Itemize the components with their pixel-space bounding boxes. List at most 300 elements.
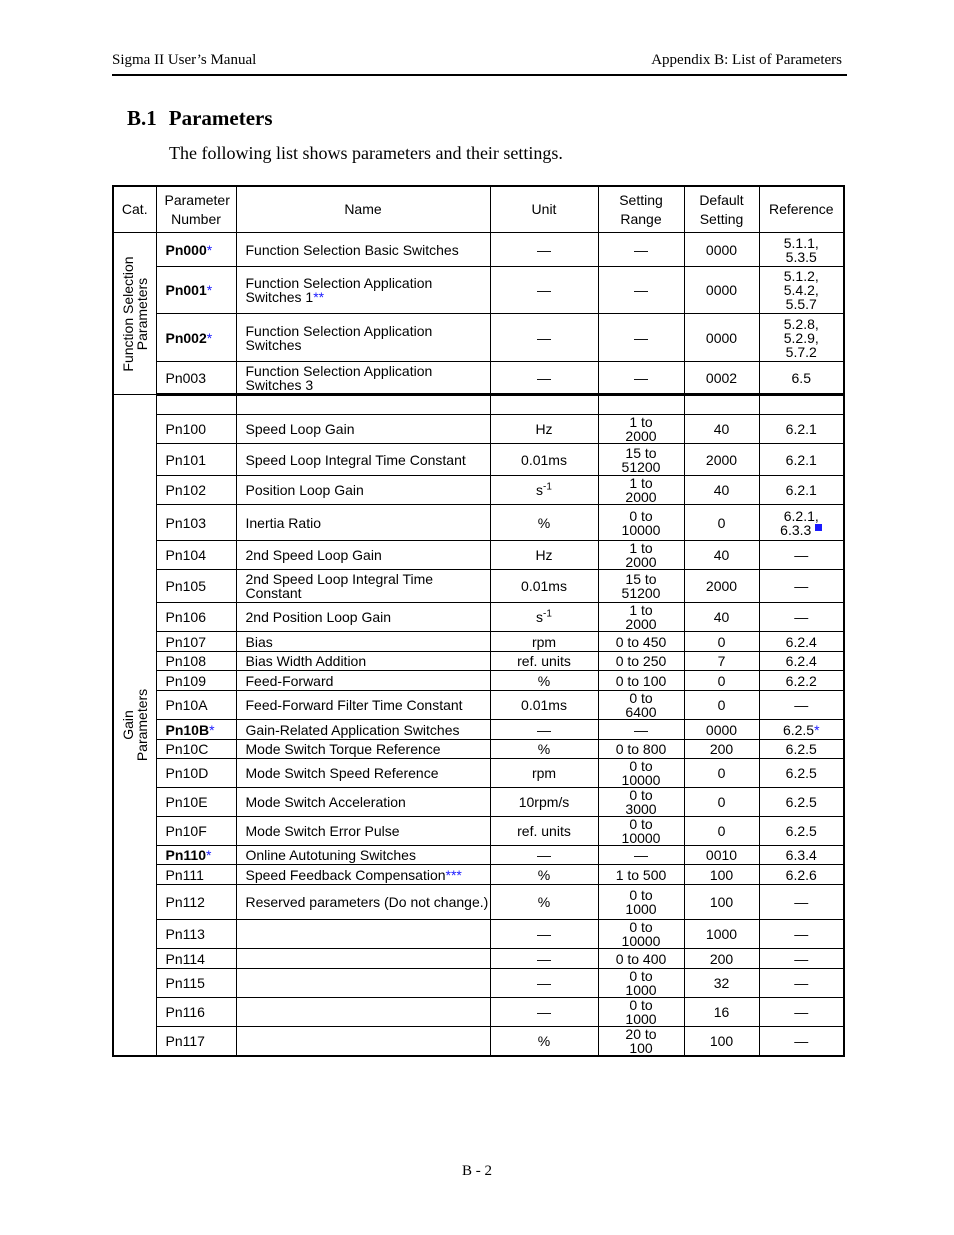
header-parameter-number: Parameter Number bbox=[156, 186, 236, 233]
name-cell bbox=[236, 1027, 490, 1057]
parameter-number: Pn108 bbox=[165, 653, 206, 669]
default-setting-cell bbox=[684, 362, 759, 395]
parameter-number: Pn103 bbox=[165, 514, 206, 531]
parameter-name: Function Selection Application Switches 1 bbox=[245, 275, 433, 305]
unit-cell bbox=[490, 817, 598, 846]
name-cell bbox=[236, 233, 490, 267]
parameter-number: Pn10B bbox=[165, 721, 210, 738]
unit: % bbox=[537, 1033, 551, 1049]
parameter-number: Pn116 bbox=[165, 1004, 205, 1020]
setting-range: 1 to 500 bbox=[615, 866, 667, 883]
name-cell bbox=[236, 885, 490, 920]
default-setting: 0 bbox=[717, 823, 726, 839]
reference: — bbox=[794, 547, 809, 563]
setting-range: 0 to 1000 bbox=[625, 968, 657, 998]
default-setting-cell bbox=[684, 969, 759, 998]
name-cell bbox=[236, 969, 490, 998]
reference-cell bbox=[759, 788, 844, 817]
default-setting: 0000 bbox=[705, 282, 738, 298]
parameter-number-cell bbox=[156, 415, 236, 444]
reference: 6.2.5 bbox=[782, 721, 815, 738]
parameter-number: Pn10F bbox=[165, 823, 207, 839]
unit-cell bbox=[490, 603, 598, 632]
default-setting: 0 bbox=[717, 697, 726, 713]
default-setting-cell bbox=[684, 1027, 759, 1057]
parameter-number-cell bbox=[156, 691, 236, 720]
unit: 10rpm/s bbox=[518, 794, 570, 810]
name-cell bbox=[236, 691, 490, 720]
table-row bbox=[113, 885, 844, 920]
name-cell bbox=[236, 476, 490, 505]
default-setting-cell bbox=[684, 998, 759, 1027]
parameter-number-cell bbox=[156, 505, 236, 541]
setting-range-cell bbox=[598, 759, 684, 788]
setting-range: 20 to 100 bbox=[625, 1026, 657, 1056]
parameter-number-cell bbox=[156, 632, 236, 652]
parameter-number: Pn107 bbox=[165, 633, 206, 650]
parameter-name: Feed-Forward bbox=[245, 672, 334, 689]
parameter-number: Pn10D bbox=[165, 765, 209, 781]
unit: % bbox=[537, 866, 551, 883]
unit-cell bbox=[490, 969, 598, 998]
unit: % bbox=[537, 672, 551, 689]
setting-range-cell bbox=[598, 476, 684, 505]
parameter-name: Function Selection Application Switches 3 bbox=[245, 362, 433, 393]
name-cell bbox=[236, 949, 490, 969]
setting-range-cell bbox=[598, 1027, 684, 1057]
reference-cell bbox=[759, 1027, 844, 1057]
table-row bbox=[113, 759, 844, 788]
setting-range: — bbox=[634, 847, 648, 863]
name-cell bbox=[236, 920, 490, 949]
default-setting: 1000 bbox=[705, 926, 738, 942]
default-setting: 0 bbox=[717, 633, 726, 650]
unit: s bbox=[536, 482, 544, 498]
setting-range: 1 to 2000 bbox=[625, 414, 657, 444]
name-cell bbox=[236, 720, 490, 740]
setting-range-cell bbox=[598, 740, 684, 759]
name-cell bbox=[236, 846, 490, 865]
running-header-left: Sigma II User’s Manual bbox=[112, 52, 257, 68]
reference: 6.2.4 bbox=[785, 633, 817, 650]
reference-cell bbox=[759, 998, 844, 1027]
setting-range-cell bbox=[598, 505, 684, 541]
unit: s bbox=[536, 609, 544, 625]
reference-cell bbox=[759, 570, 844, 603]
setting-range: 0 to 10000 bbox=[621, 507, 661, 538]
reference-cell bbox=[759, 314, 844, 362]
parameter-name: Function Selection Basic Switches bbox=[245, 241, 459, 258]
header-name: Name bbox=[236, 186, 490, 233]
default-setting-cell bbox=[684, 314, 759, 362]
setting-range-cell bbox=[598, 846, 684, 865]
reference-cell bbox=[759, 505, 844, 541]
unit-cell bbox=[490, 652, 598, 671]
table-row bbox=[113, 267, 844, 314]
unit: — bbox=[537, 847, 551, 863]
reference: — bbox=[794, 975, 809, 991]
name-cell bbox=[236, 865, 490, 885]
default-setting-cell bbox=[684, 788, 759, 817]
empty-cell bbox=[156, 395, 236, 415]
parameter-number: Pn109 bbox=[165, 672, 206, 689]
footnote-marker: * bbox=[209, 721, 215, 738]
setting-range: 0 to 10000 bbox=[621, 816, 661, 846]
parameter-number: Pn102 bbox=[165, 482, 206, 498]
reference: 5.1.1, 5.3.5 bbox=[783, 234, 819, 265]
category-label bbox=[121, 689, 149, 761]
table-row bbox=[113, 652, 844, 671]
parameter-name: Mode Switch Torque Reference bbox=[245, 741, 441, 757]
reference-cell bbox=[759, 233, 844, 267]
unit-cell bbox=[490, 949, 598, 969]
parameter-number-cell bbox=[156, 1027, 236, 1057]
unit-cell bbox=[490, 505, 598, 541]
setting-range-cell bbox=[598, 998, 684, 1027]
header-rule bbox=[112, 74, 847, 76]
header-cat: Cat. bbox=[113, 186, 156, 233]
setting-range: — bbox=[634, 329, 648, 346]
name-cell bbox=[236, 740, 490, 759]
parameter-number: Pn117 bbox=[165, 1033, 205, 1049]
reference-cell bbox=[759, 415, 844, 444]
section-number: B.1 bbox=[127, 106, 157, 130]
table-row bbox=[113, 415, 844, 444]
reference: 5.1.2, 5.4.2, 5.5.7 bbox=[783, 268, 819, 312]
category-line: Function Selection bbox=[119, 255, 136, 372]
table-row bbox=[113, 541, 844, 570]
parameter-number-cell bbox=[156, 949, 236, 969]
unit: ref. units bbox=[517, 823, 571, 839]
parameter-name: Function Selection Application Switches bbox=[245, 322, 433, 353]
empty-cell bbox=[236, 395, 490, 415]
default-setting-cell bbox=[684, 865, 759, 885]
parameter-number-cell bbox=[156, 444, 236, 476]
setting-range: 0 to 6400 bbox=[625, 690, 657, 720]
unit-cell bbox=[490, 362, 598, 395]
parameter-number: Pn114 bbox=[165, 950, 205, 967]
default-setting-cell bbox=[684, 885, 759, 920]
reference: — bbox=[794, 609, 809, 625]
setting-range-cell bbox=[598, 541, 684, 570]
parameter-name: Reserved parameters (Do not change.) bbox=[245, 894, 489, 910]
reference: 6.2.1 bbox=[785, 451, 817, 468]
reference: 6.2.1 bbox=[785, 421, 817, 437]
default-setting: 0000 bbox=[705, 241, 738, 258]
unit: % bbox=[537, 894, 551, 910]
unit-cell bbox=[490, 632, 598, 652]
parameter-name: Feed-Forward Filter Time Constant bbox=[245, 697, 463, 713]
parameter-number-cell bbox=[156, 570, 236, 603]
parameter-name: 2nd Position Loop Gain bbox=[245, 609, 392, 625]
default-setting: 40 bbox=[713, 609, 730, 625]
setting-range: 1 to 2000 bbox=[625, 475, 657, 505]
setting-range: — bbox=[634, 721, 648, 738]
table-row bbox=[113, 969, 844, 998]
footnote-marker: * bbox=[206, 329, 213, 346]
parameter-number: Pn003 bbox=[165, 369, 206, 386]
parameter-number: Pn113 bbox=[165, 926, 205, 942]
setting-range: — bbox=[634, 241, 648, 258]
default-setting-cell bbox=[684, 476, 759, 505]
setting-range: — bbox=[634, 282, 648, 298]
reference: — bbox=[794, 1033, 809, 1049]
setting-range-cell bbox=[598, 652, 684, 671]
table-row bbox=[113, 476, 844, 505]
table-row bbox=[113, 233, 844, 267]
setting-range-cell bbox=[598, 603, 684, 632]
parameter-number: Pn100 bbox=[165, 421, 206, 437]
header-default-setting: Default Setting bbox=[684, 186, 759, 233]
setting-range-cell bbox=[598, 314, 684, 362]
table-row bbox=[113, 362, 844, 395]
setting-range: 15 to 51200 bbox=[621, 444, 661, 475]
running-header-right: Appendix B: List of Parameters bbox=[651, 52, 842, 68]
default-setting: 2000 bbox=[705, 578, 738, 594]
table-row bbox=[113, 632, 844, 652]
category-line: Parameters bbox=[133, 277, 150, 350]
footnote-marker: ** bbox=[313, 289, 325, 305]
unit-cell bbox=[490, 865, 598, 885]
empty-cell bbox=[759, 395, 844, 415]
table-row bbox=[113, 720, 844, 740]
default-setting-cell bbox=[684, 652, 759, 671]
table-row bbox=[113, 920, 844, 949]
setting-range-cell bbox=[598, 362, 684, 395]
unit: — bbox=[537, 282, 551, 298]
name-cell bbox=[236, 362, 490, 395]
parameter-number-cell bbox=[156, 817, 236, 846]
default-setting-cell bbox=[684, 949, 759, 969]
default-setting: 40 bbox=[713, 547, 730, 563]
reference: — bbox=[794, 1004, 809, 1020]
name-cell bbox=[236, 759, 490, 788]
parameter-number: Pn115 bbox=[165, 975, 205, 991]
footnote-marker: * bbox=[814, 721, 820, 738]
category-line: Gain bbox=[119, 710, 136, 740]
setting-range-cell bbox=[598, 920, 684, 949]
parameter-number: Pn000 bbox=[165, 241, 207, 258]
name-cell bbox=[236, 998, 490, 1027]
unit: rpm bbox=[531, 633, 557, 650]
default-setting: 2000 bbox=[705, 451, 738, 468]
parameter-number-cell bbox=[156, 476, 236, 505]
table-row bbox=[113, 949, 844, 969]
name-cell bbox=[236, 603, 490, 632]
reference-cell bbox=[759, 740, 844, 759]
unit-cell bbox=[490, 541, 598, 570]
reference: 6.2.1, 6.3.3 bbox=[780, 507, 819, 538]
reference: — bbox=[794, 894, 809, 910]
default-setting-cell bbox=[684, 759, 759, 788]
unit-cell bbox=[490, 920, 598, 949]
table-row bbox=[113, 444, 844, 476]
default-setting: 32 bbox=[713, 975, 730, 991]
table-row bbox=[113, 740, 844, 759]
reference: 6.2.5 bbox=[785, 765, 817, 781]
setting-range-cell bbox=[598, 233, 684, 267]
unit-exponent: -1 bbox=[543, 608, 552, 620]
parameter-number: Pn110 bbox=[165, 847, 206, 863]
unit-cell bbox=[490, 691, 598, 720]
default-setting-cell bbox=[684, 415, 759, 444]
reference: — bbox=[794, 926, 809, 942]
name-cell bbox=[236, 652, 490, 671]
setting-range: 0 to 1000 bbox=[625, 997, 657, 1027]
unit-exponent: -1 bbox=[543, 481, 552, 493]
parameter-number: Pn10A bbox=[165, 697, 208, 713]
reference-cell bbox=[759, 444, 844, 476]
default-setting: 0 bbox=[717, 514, 726, 531]
empty-row bbox=[113, 395, 844, 415]
default-setting-cell bbox=[684, 233, 759, 267]
name-cell bbox=[236, 314, 490, 362]
default-setting: 0 bbox=[717, 765, 726, 781]
blue-square-icon bbox=[815, 524, 822, 531]
reference: — bbox=[794, 697, 809, 713]
name-cell bbox=[236, 541, 490, 570]
reference-cell bbox=[759, 949, 844, 969]
reference: 6.5 bbox=[791, 369, 811, 386]
parameter-name: Mode Switch Speed Reference bbox=[245, 765, 439, 781]
unit: — bbox=[537, 369, 551, 386]
reference-cell bbox=[759, 652, 844, 671]
table-header-row bbox=[113, 186, 844, 233]
setting-range-cell bbox=[598, 969, 684, 998]
parameter-name: Position Loop Gain bbox=[245, 482, 364, 498]
unit: 0.01ms bbox=[521, 451, 567, 468]
setting-range-cell bbox=[598, 949, 684, 969]
unit: Hz bbox=[535, 421, 553, 437]
setting-range-cell bbox=[598, 570, 684, 603]
setting-range: 0 to 10000 bbox=[621, 758, 661, 788]
unit-cell bbox=[490, 671, 598, 691]
empty-cell bbox=[490, 395, 598, 415]
reference-cell bbox=[759, 603, 844, 632]
setting-range-cell bbox=[598, 720, 684, 740]
unit-cell bbox=[490, 570, 598, 603]
default-setting: 200 bbox=[709, 741, 734, 757]
unit-cell bbox=[490, 444, 598, 476]
unit-cell bbox=[490, 740, 598, 759]
default-setting-cell bbox=[684, 570, 759, 603]
default-setting-cell bbox=[684, 817, 759, 846]
parameter-name: 2nd Speed Loop Integral Time Constant bbox=[245, 571, 434, 601]
parameter-number-cell bbox=[156, 846, 236, 865]
reference-cell bbox=[759, 885, 844, 920]
reference-cell bbox=[759, 476, 844, 505]
parameter-number-cell bbox=[156, 788, 236, 817]
parameter-number: Pn106 bbox=[165, 609, 206, 625]
footnote-marker: * bbox=[205, 847, 212, 863]
parameter-name: Speed Loop Gain bbox=[245, 421, 355, 437]
parameter-number-cell bbox=[156, 720, 236, 740]
parameter-number-cell bbox=[156, 920, 236, 949]
name-cell bbox=[236, 817, 490, 846]
default-setting: 100 bbox=[709, 894, 734, 910]
setting-range: 0 to 450 bbox=[615, 633, 667, 650]
footnote-marker: *** bbox=[445, 866, 462, 883]
parameter-number: Pn111 bbox=[165, 866, 204, 883]
table-row bbox=[113, 998, 844, 1027]
unit-cell bbox=[490, 759, 598, 788]
default-setting: 0 bbox=[717, 672, 726, 689]
table-row bbox=[113, 671, 844, 691]
unit-cell bbox=[490, 476, 598, 505]
parameter-name: Bias Width Addition bbox=[245, 653, 367, 669]
parameter-name: Online Autotuning Switches bbox=[245, 847, 416, 863]
parameter-number-cell bbox=[156, 885, 236, 920]
parameter-number-cell bbox=[156, 759, 236, 788]
name-cell bbox=[236, 671, 490, 691]
setting-range: 15 to 51200 bbox=[621, 571, 661, 601]
default-setting-cell bbox=[684, 691, 759, 720]
table-row bbox=[113, 314, 844, 362]
category-label bbox=[121, 256, 149, 371]
unit: — bbox=[537, 1004, 551, 1020]
table-row bbox=[113, 788, 844, 817]
reference-cell bbox=[759, 846, 844, 865]
parameter-number-cell bbox=[156, 998, 236, 1027]
default-setting: 0 bbox=[717, 794, 726, 810]
table-row bbox=[113, 1027, 844, 1057]
default-setting: 40 bbox=[713, 421, 730, 437]
setting-range: 0 to 800 bbox=[615, 741, 667, 757]
name-cell bbox=[236, 570, 490, 603]
default-setting: 0000 bbox=[705, 721, 738, 738]
setting-range: — bbox=[634, 369, 648, 386]
parameter-number: Pn10E bbox=[165, 794, 208, 810]
unit-cell bbox=[490, 1027, 598, 1057]
default-setting-cell bbox=[684, 671, 759, 691]
reference-cell bbox=[759, 632, 844, 652]
unit: Hz bbox=[535, 547, 553, 563]
table-row bbox=[113, 846, 844, 865]
category-cell bbox=[113, 395, 156, 1057]
setting-range-cell bbox=[598, 267, 684, 314]
section-title bbox=[127, 106, 273, 131]
parameter-number: Pn104 bbox=[165, 547, 206, 563]
reference: 6.2.5 bbox=[785, 823, 817, 839]
unit-cell bbox=[490, 846, 598, 865]
parameter-name: Speed Loop Integral Time Constant bbox=[245, 451, 466, 468]
name-cell bbox=[236, 788, 490, 817]
parameter-number-cell bbox=[156, 314, 236, 362]
parameters-table bbox=[112, 185, 845, 1057]
setting-range: 0 to 10000 bbox=[621, 919, 661, 949]
name-cell bbox=[236, 505, 490, 541]
setting-range-cell bbox=[598, 865, 684, 885]
default-setting: 7 bbox=[717, 653, 726, 669]
unit: — bbox=[537, 241, 551, 258]
footnote-marker: * bbox=[206, 282, 213, 298]
reference-cell bbox=[759, 817, 844, 846]
default-setting-cell bbox=[684, 603, 759, 632]
table-row bbox=[113, 691, 844, 720]
parameter-number-cell bbox=[156, 362, 236, 395]
default-setting-cell bbox=[684, 740, 759, 759]
default-setting-cell bbox=[684, 541, 759, 570]
parameter-number: Pn10C bbox=[165, 741, 209, 757]
setting-range-cell bbox=[598, 885, 684, 920]
unit-cell bbox=[490, 998, 598, 1027]
reference: — bbox=[794, 578, 809, 594]
parameter-number: Pn105 bbox=[165, 578, 206, 594]
table-row bbox=[113, 865, 844, 885]
reference: 6.2.1 bbox=[785, 482, 817, 498]
default-setting: 16 bbox=[713, 1004, 730, 1020]
unit: rpm bbox=[531, 765, 557, 781]
